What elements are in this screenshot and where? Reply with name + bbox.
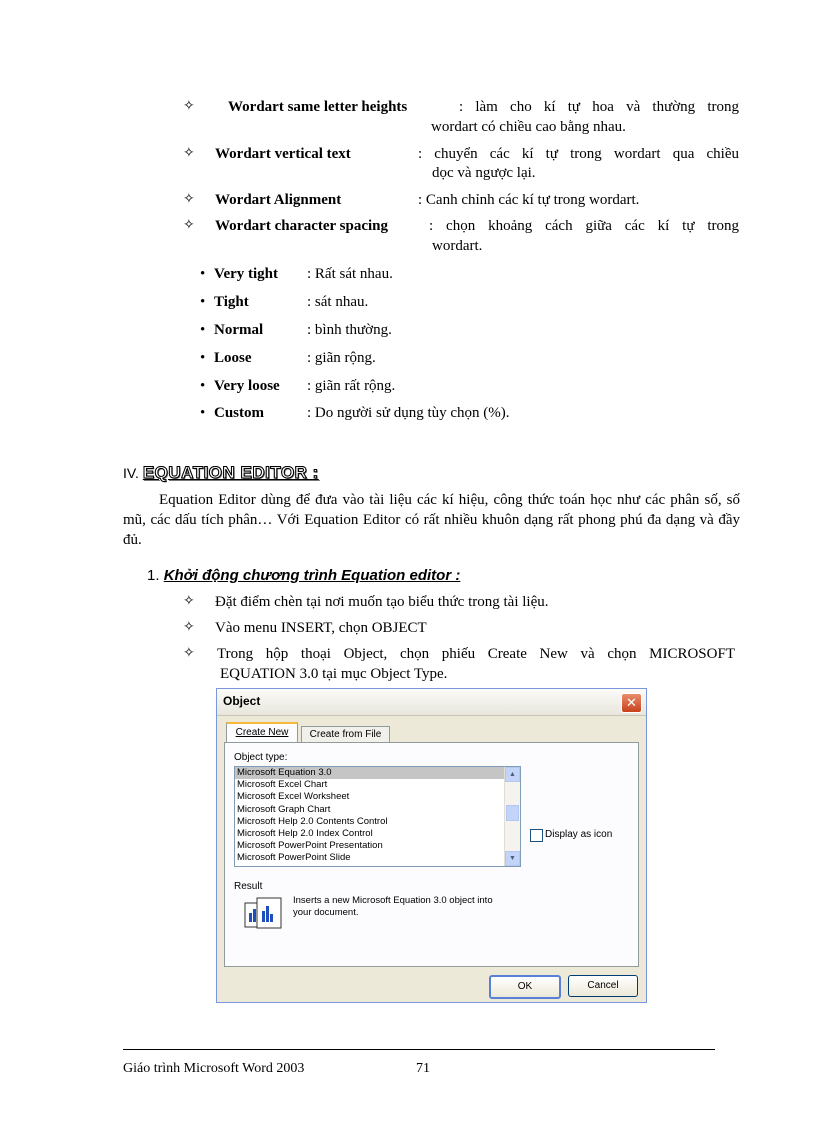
list-item[interactable]: Microsoft Excel Worksheet <box>237 791 350 803</box>
diamond-bullet-icon: ✧ <box>183 145 195 161</box>
wordart-desc: : Canh chỉnh các kí tự trong wordart. <box>418 192 640 208</box>
tab-label: Create from File <box>309 729 382 740</box>
list-scrollbar[interactable] <box>504 767 520 866</box>
equation-object-icon <box>243 895 287 931</box>
spacing-term: Normal <box>214 322 264 338</box>
wordart-desc-cont: dọc và ngược lại. <box>432 165 536 181</box>
object-type-list[interactable] <box>234 766 521 867</box>
result-label: Result <box>234 881 263 892</box>
diamond-bullet-icon: ✧ <box>183 619 195 635</box>
wordart-term: Wordart vertical text <box>215 146 351 162</box>
spacing-desc: : Rất sát nhau. <box>307 266 393 282</box>
spacing-term: Tight <box>214 294 249 310</box>
ok-button[interactable]: OK <box>489 975 561 999</box>
scroll-down-icon[interactable]: ▼ <box>505 851 520 866</box>
list-item[interactable]: Microsoft Help 2.0 Index Control <box>237 827 373 839</box>
section-intro: Equation Editor dùng để đưa vào tài liệu các kí hiệu, công thức toán học như các phân số, số mũ, các dấu tích phân… Với Equation Editor có rất nhiều khuôn dạng rất phong phú đa dạng và đầy đủ. <box>123 492 740 548</box>
section-title: EQUATION EDITOR : <box>142 463 319 482</box>
spacing-term: Very tight <box>214 266 279 282</box>
bullet-dot-icon: • <box>200 378 206 394</box>
result-text-line: Inserts a new Microsoft Equation 3.0 object into <box>293 895 493 906</box>
footer-book-title: Giáo trình Microsoft Word 2003 <box>123 1061 305 1076</box>
diamond-bullet-icon: ✧ <box>183 191 195 207</box>
wordart-term: Wordart character spacing <box>215 218 389 234</box>
object-type-label: Object type: <box>234 752 288 763</box>
section-number: IV. <box>123 465 139 481</box>
subsection-heading <box>147 567 460 584</box>
tab-label: Create New <box>235 727 289 738</box>
wordart-desc-cont: wordart. <box>432 238 483 254</box>
spacing-desc: : giãn rất rộng. <box>307 378 396 394</box>
bullet-dot-icon: • <box>200 405 206 421</box>
wordart-desc-cont: wordart có chiều cao bằng nhau. <box>431 119 626 135</box>
dialog-title: Object <box>223 694 261 708</box>
tab-create-from-file[interactable] <box>301 726 390 743</box>
list-item[interactable]: Microsoft Help 2.0 Contents Control <box>237 815 388 827</box>
bullet-dot-icon: • <box>200 294 206 310</box>
dialog-titlebar <box>217 689 646 716</box>
close-icon[interactable]: ✕ <box>621 693 642 713</box>
bullet-dot-icon: • <box>200 322 206 338</box>
spacing-desc: : bình thường. <box>307 322 392 338</box>
step-text: Trong hộp thoại Object, chọn phiếu Create New và chọn MICROSOFT <box>217 646 735 662</box>
bullet-dot-icon: • <box>200 266 206 282</box>
footer-page-number: 71 <box>416 1061 430 1076</box>
result-description <box>293 895 493 919</box>
bullet-dot-icon: • <box>200 350 206 366</box>
scroll-up-icon[interactable]: ▲ <box>505 767 520 782</box>
diamond-bullet-icon: ✧ <box>183 593 195 609</box>
spacing-desc: : Do người sử dụng tùy chọn (%). <box>307 405 510 421</box>
list-item[interactable]: Microsoft Equation 3.0 <box>235 767 520 779</box>
tab-create-new[interactable] <box>226 722 298 742</box>
step-text: Đặt điểm chèn tại nơi muốn tạo biểu thức trong tài liệu. <box>215 594 549 610</box>
wordart-desc: : chọn khoảng cách giữa các kí tự trong <box>429 218 739 234</box>
display-as-icon-label: Display as icon <box>545 829 613 840</box>
object-dialog <box>216 688 647 1003</box>
result-text-line: your document. <box>293 907 359 918</box>
wordart-desc: : làm cho kí tự hoa và thường trong <box>459 99 739 115</box>
diamond-bullet-icon: ✧ <box>183 98 195 114</box>
wordart-term: Wordart Alignment <box>215 192 342 208</box>
spacing-desc: : sát nhau. <box>307 294 369 310</box>
spacing-desc: : giãn rộng. <box>307 350 376 366</box>
list-item[interactable]: Microsoft PowerPoint Presentation <box>237 840 383 852</box>
step-text: Vào menu INSERT, chọn OBJECT <box>215 620 427 636</box>
list-item[interactable]: Microsoft Excel Chart <box>237 779 328 791</box>
wordart-term: Wordart same letter heights <box>228 99 408 115</box>
scroll-thumb[interactable] <box>506 805 519 821</box>
section-heading <box>123 463 319 483</box>
spacing-term: Very loose <box>214 378 280 394</box>
step-text-cont: EQUATION 3.0 tại mục Object Type. <box>220 666 448 682</box>
subsection-number: 1. <box>147 567 160 584</box>
display-as-icon-checkbox[interactable] <box>530 829 543 842</box>
spacing-term: Custom <box>214 405 265 421</box>
spacing-term: Loose <box>214 350 252 366</box>
list-item[interactable]: Microsoft PowerPoint Slide <box>237 852 351 864</box>
footer-rule <box>123 1049 715 1050</box>
subsection-title: Khởi động chương trình Equation editor : <box>163 567 461 584</box>
diamond-bullet-icon: ✧ <box>183 217 195 233</box>
diamond-bullet-icon: ✧ <box>183 645 195 661</box>
cancel-button[interactable]: Cancel <box>568 975 638 997</box>
list-item[interactable]: Microsoft Graph Chart <box>237 803 331 815</box>
wordart-desc: : chuyển các kí tự trong wordart qua chiều <box>418 146 739 162</box>
